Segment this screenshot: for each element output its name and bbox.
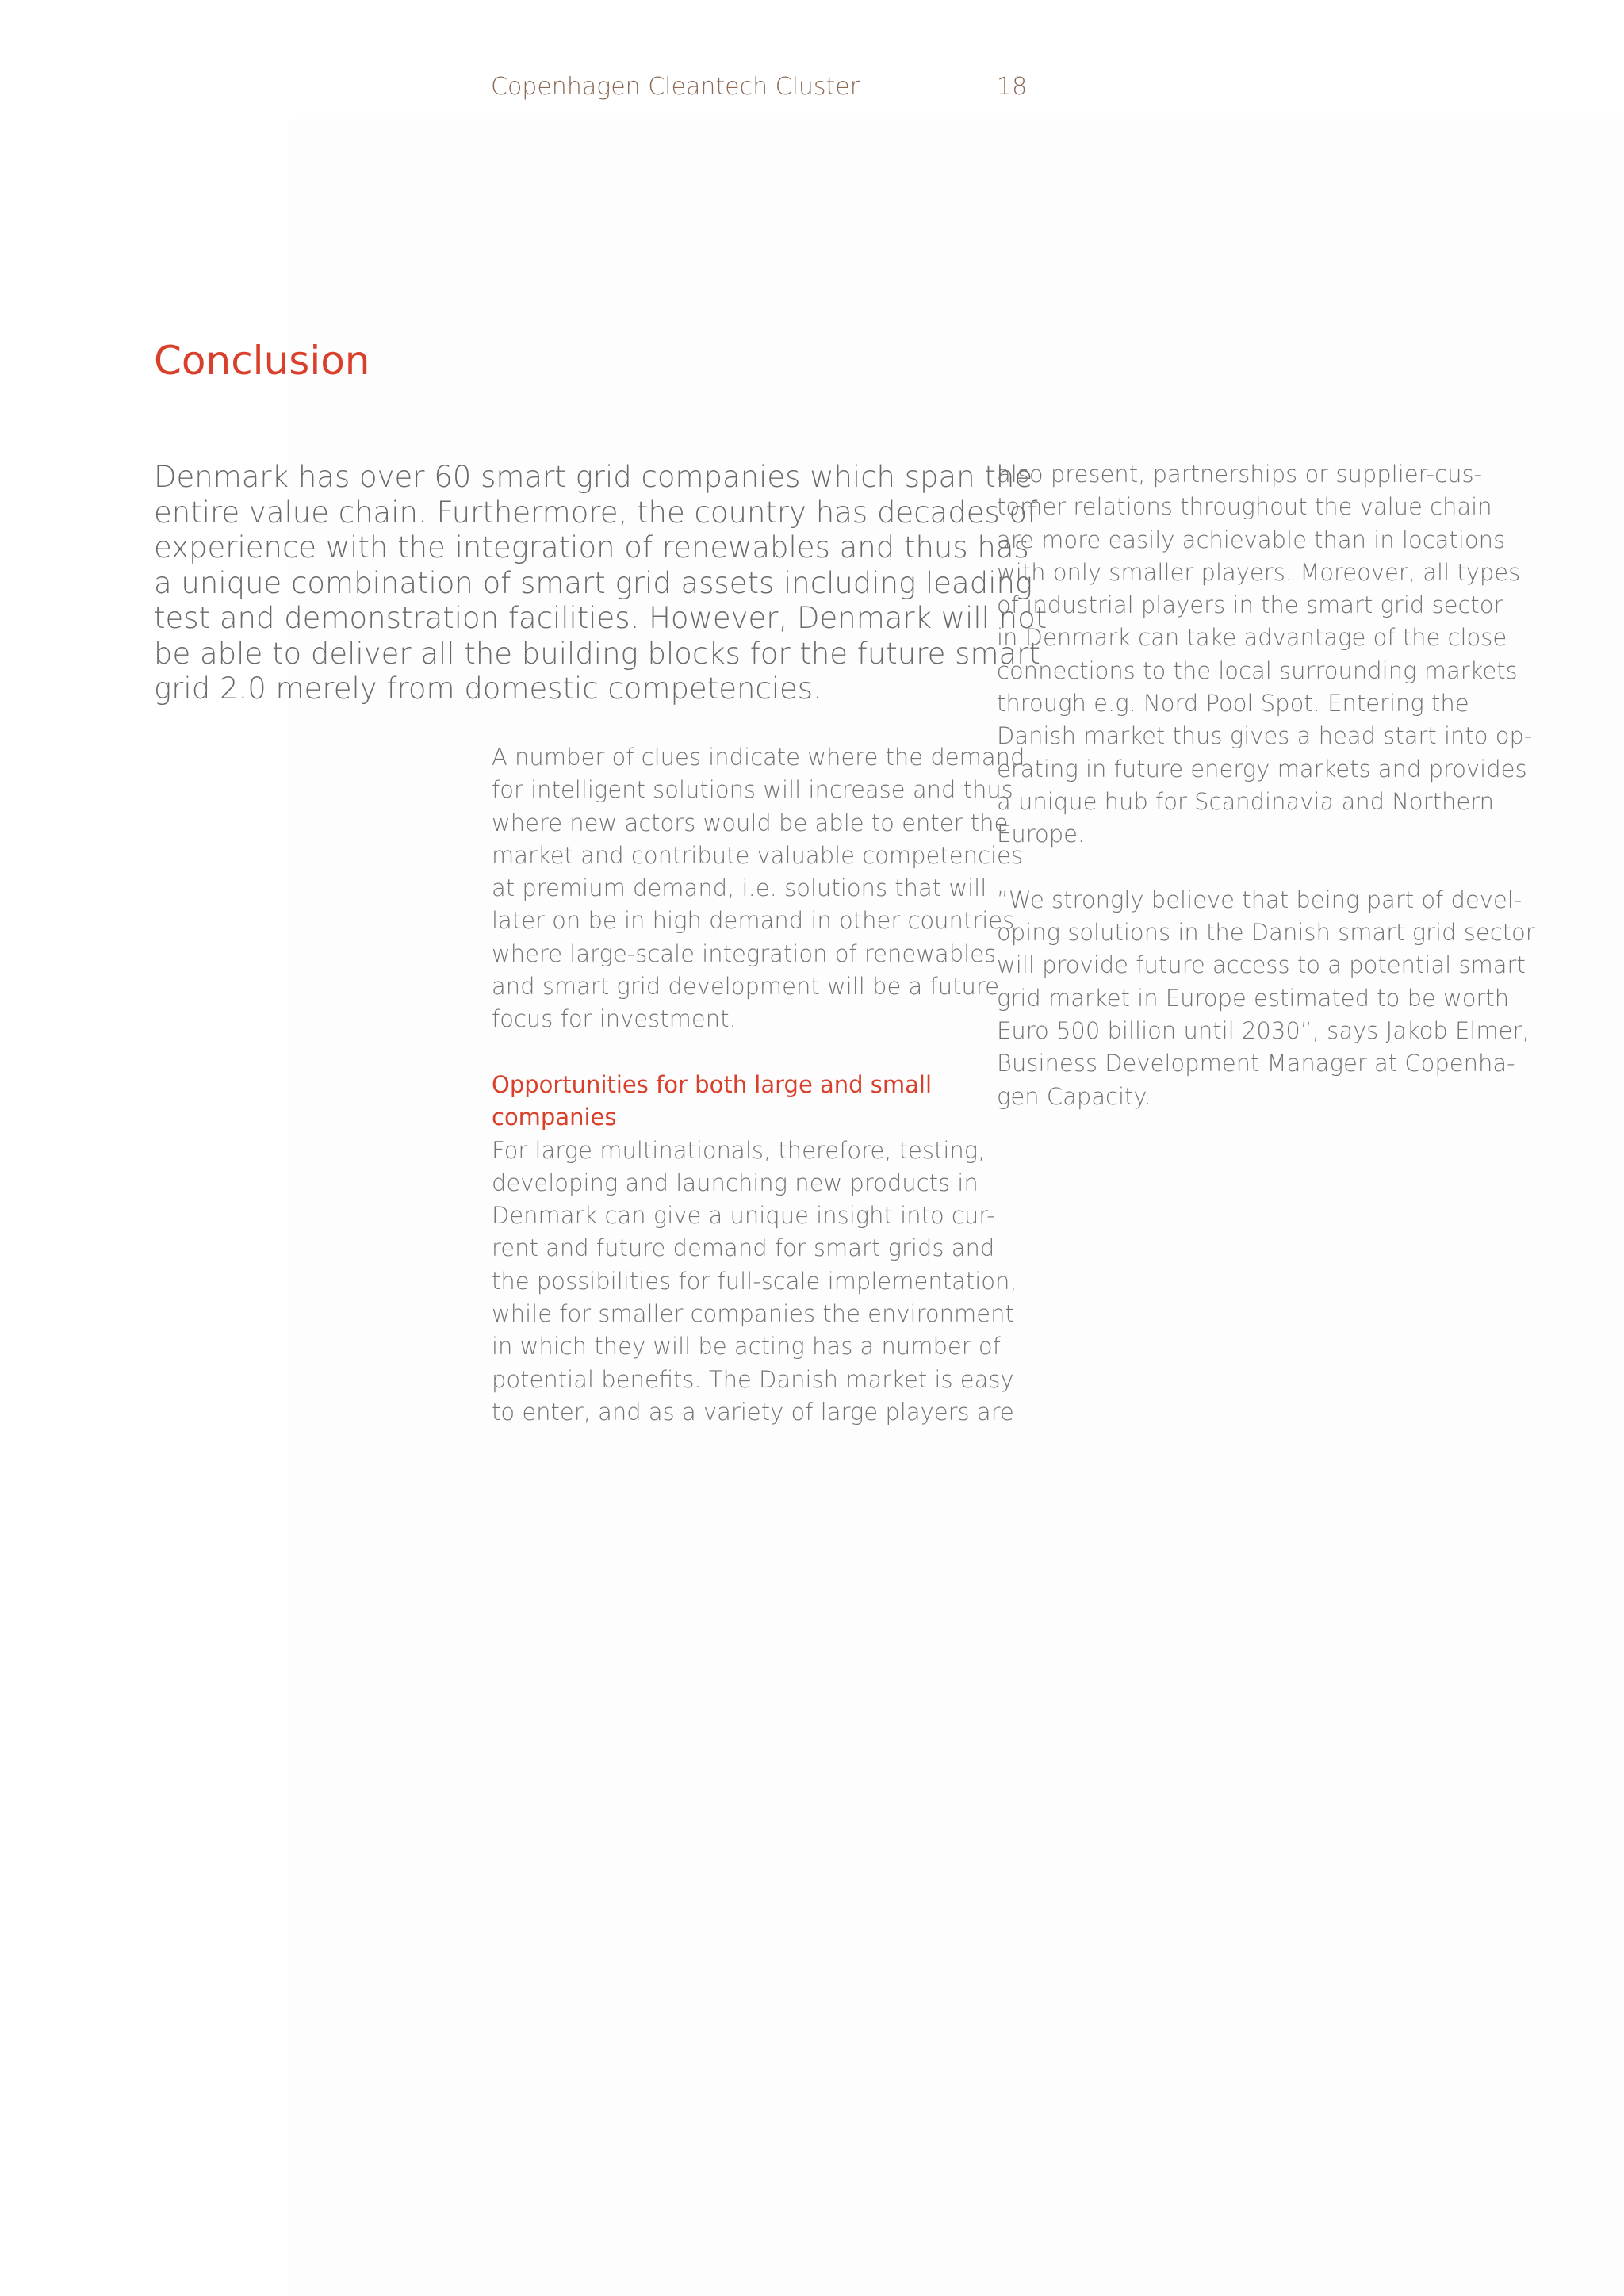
body-line: Business Development Manager at Copenha- [997,1050,1515,1077]
body-line: and smart grid development will be a future [492,973,999,1001]
body-line: connections to the local surrounding markets [997,656,1518,684]
body-line: in which they will be acting has a number of [492,1333,1001,1360]
body-line: erating in future energy markets and provides [997,755,1527,783]
clues-paragraph [492,741,1025,1036]
subheading-line: Opportunities for both large and small [492,1070,933,1098]
body-line: developing and launching new products in [492,1169,979,1196]
partnerships-paragraph [997,458,1533,851]
body-line: at premium demand, i.e. solutions that will [492,874,987,902]
body-line: For large multinationals, therefore, testing, [492,1136,986,1164]
body-line: gen Capacity. [997,1082,1151,1110]
middle-column [492,741,1025,1429]
section-heading: Conclusion [154,338,370,384]
body-line: also present, partnerships or supplier-cus- [997,461,1483,488]
lead-paragraph [154,460,1048,707]
body-line: tomer relations throughout the value chain [997,493,1492,521]
opportunities-paragraph [492,1135,1017,1429]
lead-line: Denmark has over 60 smart grid companies which span the [154,460,1033,494]
body-line: Danish market thus gives a head start into op- [997,722,1533,750]
body-line: Europe. [997,821,1086,848]
body-line: through e.g. Nord Pool Spot. Entering the [997,690,1469,718]
body-line: will provide future access to a potential smart [997,951,1526,979]
body-line: with only smaller players. Moreover, all types [997,558,1521,586]
body-line: for intelligent solutions will increase and thus [492,776,1013,804]
page-number: 18 [997,73,1028,101]
paragraph-gap [492,1036,967,1069]
body-line: market and contribute valuable competencies [492,841,1023,869]
body-line: potential benefits. The Danish market is easy [492,1365,1014,1393]
body-line: where large-scale integration of renewables [492,939,997,967]
lead-line: grid 2.0 merely from domestic competencies. [154,672,822,706]
body-line: A number of clues indicate where the demand [492,744,1025,771]
lead-line: test and demonstration facilities. However, Denmark will not [154,601,1048,635]
body-line: while for smaller companies the environment [492,1300,1014,1328]
opportunities-subheading [492,1069,967,1135]
subheading-line: companies [492,1104,617,1131]
body-line: are more easily achievable than in locations [997,526,1506,553]
body-line: later on be in high demand in other countries [492,907,1015,935]
body-line: the possibilities for full-scale implementation, [492,1267,1017,1295]
body-line: grid market in Europe estimated to be worth [997,984,1510,1012]
paragraph-gap [997,851,1473,884]
body-line: of industrial players in the smart grid sector [997,591,1503,619]
right-column [997,458,1535,1113]
body-line: rent and future demand for smart grids and [492,1234,995,1262]
body-line: focus for investment. [492,1005,737,1033]
body-line: in Denmark can take advantage of the close [997,624,1507,652]
body-line: oping solutions in the Danish smart grid sector [997,919,1535,947]
lead-line: experience with the integration of renewables and thus has [154,530,1029,564]
quote-paragraph [997,884,1535,1113]
body-line: where new actors would be able to enter the [492,809,1009,836]
body-line: to enter, and as a variety of large players are [492,1398,1014,1425]
body-line: a unique hub for Scandinavia and Northern [997,787,1494,815]
lead-line: be able to deliver all the building blocks for the future smart [154,636,1040,671]
body-line: ”We strongly believe that being part of devel- [997,886,1522,913]
lead-line: a unique combination of smart grid assets including leading [154,565,1033,600]
body-line: Denmark can give a unique insight into cur- [492,1202,995,1230]
lead-line: entire value chain. Furthermore, the country has decades of [154,495,1038,530]
body-line: Euro 500 billion until 2030”, says Jakob Elmer, [997,1017,1530,1045]
running-header-title: Copenhagen Cleantech Cluster [491,73,860,101]
